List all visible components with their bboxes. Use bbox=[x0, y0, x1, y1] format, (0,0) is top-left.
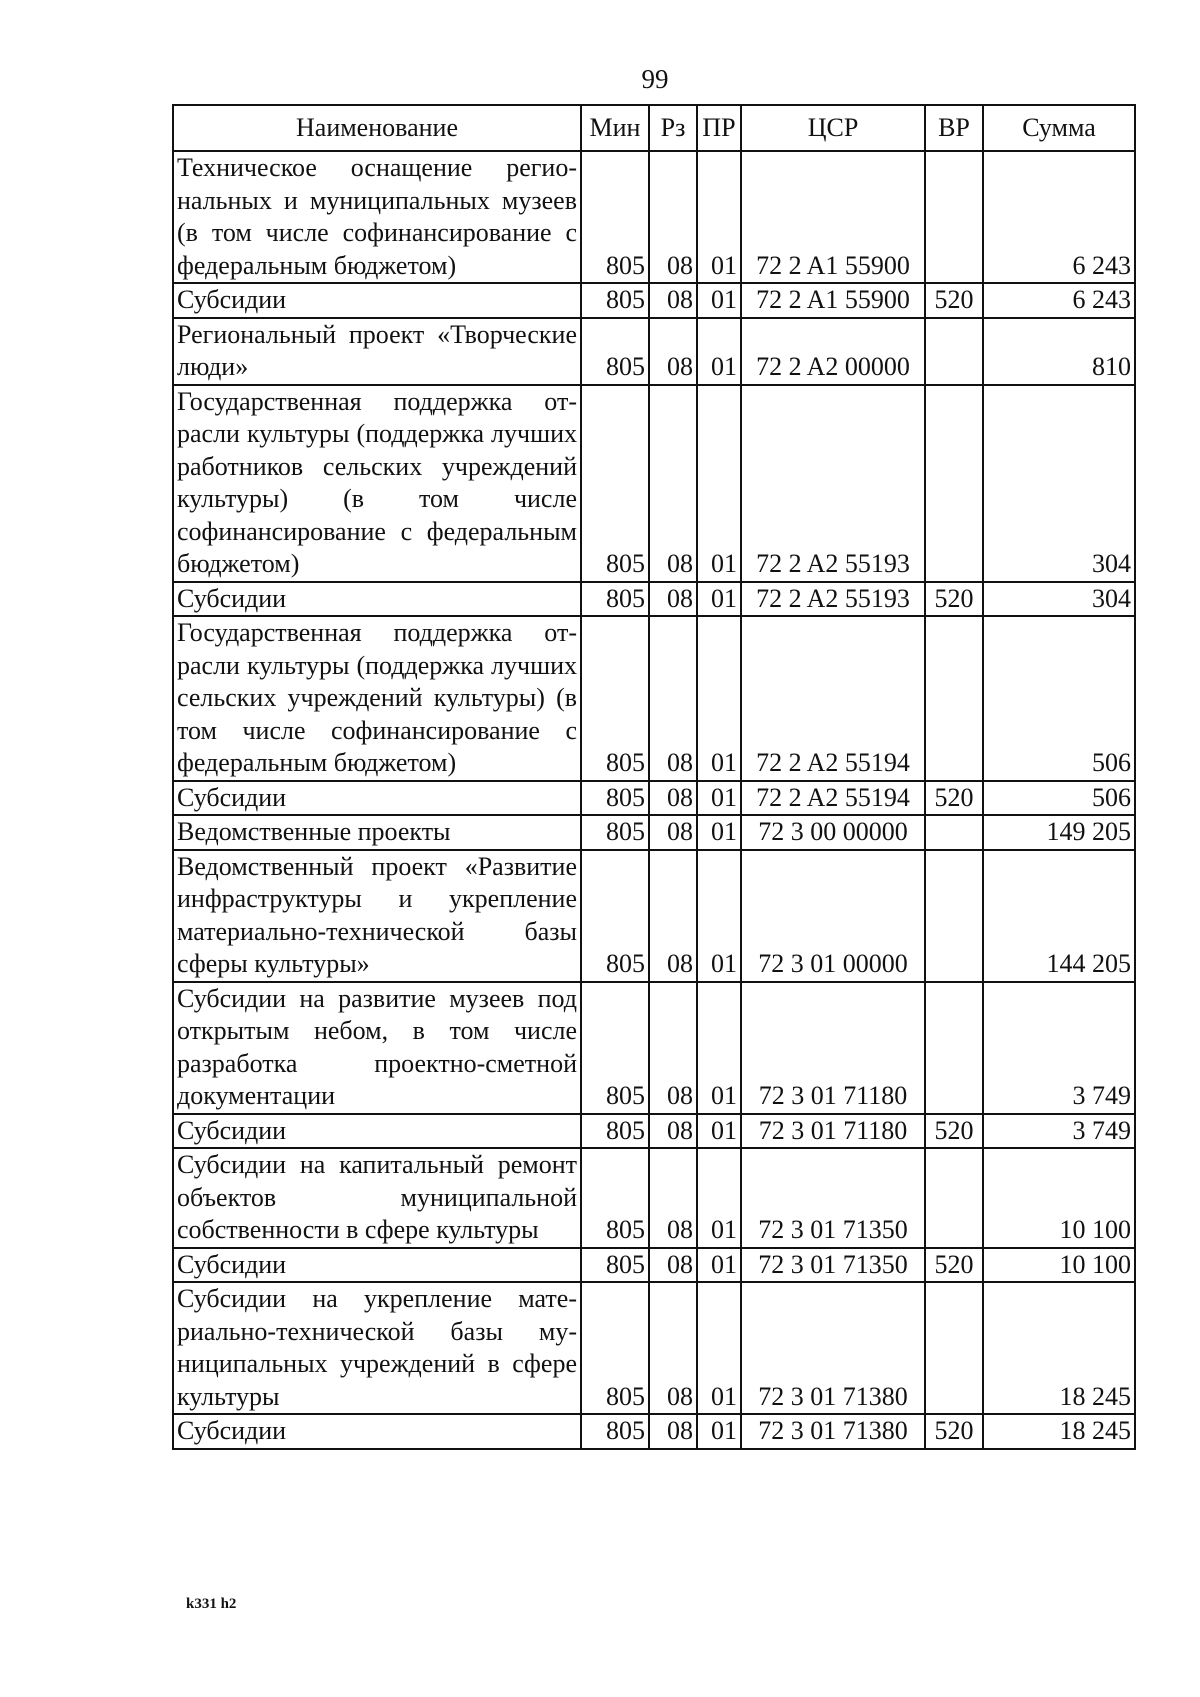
table-row bbox=[173, 850, 1135, 982]
cell-sum: 810 bbox=[983, 318, 1135, 385]
cell-name: Субсидии bbox=[173, 582, 581, 617]
cell-pr: 01 bbox=[697, 582, 741, 617]
header-csr: ЦСР bbox=[741, 105, 925, 151]
header-rz: Рз bbox=[649, 105, 697, 151]
header-min: Мин bbox=[581, 105, 649, 151]
cell-csr: 72 2 A2 55194 bbox=[741, 616, 925, 781]
cell-min: 805 bbox=[581, 1114, 649, 1149]
cell-sum: 144 205 bbox=[983, 850, 1135, 982]
cell-min: 805 bbox=[581, 616, 649, 781]
cell-pr: 01 bbox=[697, 1414, 741, 1449]
cell-csr: 72 3 00 00000 bbox=[741, 815, 925, 850]
cell-rz: 08 bbox=[649, 1414, 697, 1449]
cell-min: 805 bbox=[581, 815, 649, 850]
cell-pr: 01 bbox=[697, 151, 741, 283]
page-number: 99 bbox=[641, 64, 669, 94]
cell-csr: 72 3 01 71180 bbox=[741, 982, 925, 1114]
cell-rz: 08 bbox=[649, 582, 697, 617]
cell-min: 805 bbox=[581, 982, 649, 1114]
cell-pr: 01 bbox=[697, 815, 741, 850]
cell-rz: 08 bbox=[649, 616, 697, 781]
cell-pr: 01 bbox=[697, 385, 741, 582]
cell-name: Ведомственные проекты bbox=[173, 815, 581, 850]
cell-vr bbox=[925, 850, 983, 982]
cell-rz: 08 bbox=[649, 781, 697, 816]
cell-csr: 72 3 01 71380 bbox=[741, 1282, 925, 1414]
cell-rz: 08 bbox=[649, 982, 697, 1114]
table-row bbox=[173, 318, 1135, 385]
cell-pr: 01 bbox=[697, 616, 741, 781]
table-row bbox=[173, 1148, 1135, 1248]
cell-min: 805 bbox=[581, 1148, 649, 1248]
table-row bbox=[173, 1282, 1135, 1414]
cell-vr bbox=[925, 1148, 983, 1248]
cell-rz: 08 bbox=[649, 151, 697, 283]
cell-min: 805 bbox=[581, 582, 649, 617]
cell-min: 805 bbox=[581, 1414, 649, 1449]
cell-csr: 72 3 01 71180 bbox=[741, 1114, 925, 1149]
cell-rz: 08 bbox=[649, 1148, 697, 1248]
table-row bbox=[173, 151, 1135, 283]
cell-rz: 08 bbox=[649, 318, 697, 385]
cell-csr: 72 2 A2 55193 bbox=[741, 385, 925, 582]
cell-sum: 149 205 bbox=[983, 815, 1135, 850]
cell-csr: 72 2 A2 55194 bbox=[741, 781, 925, 816]
table-row bbox=[173, 283, 1135, 318]
cell-sum: 6 243 bbox=[983, 283, 1135, 318]
cell-rz: 08 bbox=[649, 1114, 697, 1149]
cell-pr: 01 bbox=[697, 318, 741, 385]
cell-sum: 10 100 bbox=[983, 1248, 1135, 1283]
cell-csr: 72 3 01 00000 bbox=[741, 850, 925, 982]
cell-pr: 01 bbox=[697, 283, 741, 318]
cell-csr: 72 2 A2 00000 bbox=[741, 318, 925, 385]
cell-name: Субсидии bbox=[173, 1114, 581, 1149]
header-pr: ПР bbox=[697, 105, 741, 151]
table-row bbox=[173, 582, 1135, 617]
cell-csr: 72 3 01 71350 bbox=[741, 1248, 925, 1283]
cell-name: Субсидии bbox=[173, 1248, 581, 1283]
cell-vr: 520 bbox=[925, 283, 983, 318]
cell-csr: 72 2 A2 55193 bbox=[741, 582, 925, 617]
cell-vr bbox=[925, 151, 983, 283]
cell-pr: 01 bbox=[697, 850, 741, 982]
cell-name: Государственная поддержка отрасли культуры (поддержка лучших сельских учреждений культуры) (в том числе софинансирование с федеральным бюджетом) bbox=[173, 616, 581, 781]
cell-name: Субсидии на капитальный ремонт объектов муниципальной собственности в сфере культуры bbox=[173, 1148, 581, 1248]
cell-sum: 18 245 bbox=[983, 1414, 1135, 1449]
cell-pr: 01 bbox=[697, 781, 741, 816]
cell-vr bbox=[925, 1282, 983, 1414]
cell-csr: 72 3 01 71350 bbox=[741, 1148, 925, 1248]
cell-pr: 01 bbox=[697, 1248, 741, 1283]
cell-name: Субсидии на развитие музеев под открытым небом, в том числе разработка проектно-сметной документации bbox=[173, 982, 581, 1114]
cell-name: Государственная поддержка отрасли культуры (поддержка лучших работников сельских учреждений культуры) (в том числе софинансирование с федеральным бюджетом) bbox=[173, 385, 581, 582]
header-sum: Сумма bbox=[983, 105, 1135, 151]
header-vr: ВР bbox=[925, 105, 983, 151]
cell-name: Субсидии на укрепление материально-технической базы муниципальных учреждений в сфере культуры bbox=[173, 1282, 581, 1414]
cell-vr: 520 bbox=[925, 1114, 983, 1149]
cell-sum: 506 bbox=[983, 616, 1135, 781]
table-row bbox=[173, 1248, 1135, 1283]
cell-rz: 08 bbox=[649, 283, 697, 318]
cell-min: 805 bbox=[581, 781, 649, 816]
cell-pr: 01 bbox=[697, 982, 741, 1114]
cell-pr: 01 bbox=[697, 1148, 741, 1248]
cell-vr bbox=[925, 982, 983, 1114]
table-row bbox=[173, 616, 1135, 781]
cell-min: 805 bbox=[581, 1282, 649, 1414]
cell-name: Региональный проект «Творческие люди» bbox=[173, 318, 581, 385]
cell-pr: 01 bbox=[697, 1114, 741, 1149]
table-body bbox=[173, 151, 1135, 1449]
cell-vr: 520 bbox=[925, 781, 983, 816]
cell-vr: 520 bbox=[925, 582, 983, 617]
cell-vr bbox=[925, 616, 983, 781]
budget-table bbox=[172, 104, 1136, 1450]
cell-vr bbox=[925, 385, 983, 582]
cell-sum: 506 bbox=[983, 781, 1135, 816]
table-row bbox=[173, 1414, 1135, 1449]
cell-name: Техническое оснащение региональных и муниципальных музеев (в том числе софинансирование с федеральным бюджетом) bbox=[173, 151, 581, 283]
footer-code: k331 h2 bbox=[186, 1596, 237, 1612]
cell-sum: 304 bbox=[983, 582, 1135, 617]
cell-csr: 72 3 01 71380 bbox=[741, 1414, 925, 1449]
cell-min: 805 bbox=[581, 850, 649, 982]
table-row bbox=[173, 982, 1135, 1114]
table-row bbox=[173, 385, 1135, 582]
cell-rz: 08 bbox=[649, 1248, 697, 1283]
cell-csr: 72 2 A1 55900 bbox=[741, 151, 925, 283]
cell-sum: 3 749 bbox=[983, 982, 1135, 1114]
cell-name: Ведомственный проект «Развитие инфраструктуры и укрепление материально-технической базы сферы культуры» bbox=[173, 850, 581, 982]
cell-min: 805 bbox=[581, 385, 649, 582]
cell-min: 805 bbox=[581, 151, 649, 283]
cell-sum: 3 749 bbox=[983, 1114, 1135, 1149]
cell-name: Субсидии bbox=[173, 1414, 581, 1449]
cell-vr: 520 bbox=[925, 1248, 983, 1283]
cell-name: Субсидии bbox=[173, 781, 581, 816]
header-name: Наименование bbox=[173, 105, 581, 151]
cell-vr bbox=[925, 815, 983, 850]
cell-sum: 6 243 bbox=[983, 151, 1135, 283]
cell-rz: 08 bbox=[649, 1282, 697, 1414]
cell-sum: 304 bbox=[983, 385, 1135, 582]
cell-min: 805 bbox=[581, 283, 649, 318]
cell-name: Субсидии bbox=[173, 283, 581, 318]
cell-sum: 10 100 bbox=[983, 1148, 1135, 1248]
table-row bbox=[173, 815, 1135, 850]
cell-vr bbox=[925, 318, 983, 385]
cell-csr: 72 2 A1 55900 bbox=[741, 283, 925, 318]
table-header-row bbox=[173, 105, 1135, 151]
cell-min: 805 bbox=[581, 318, 649, 385]
table-row bbox=[173, 781, 1135, 816]
table-row bbox=[173, 1114, 1135, 1149]
cell-min: 805 bbox=[581, 1248, 649, 1283]
cell-rz: 08 bbox=[649, 815, 697, 850]
cell-vr: 520 bbox=[925, 1414, 983, 1449]
cell-rz: 08 bbox=[649, 850, 697, 982]
cell-pr: 01 bbox=[697, 1282, 741, 1414]
cell-sum: 18 245 bbox=[983, 1282, 1135, 1414]
cell-rz: 08 bbox=[649, 385, 697, 582]
